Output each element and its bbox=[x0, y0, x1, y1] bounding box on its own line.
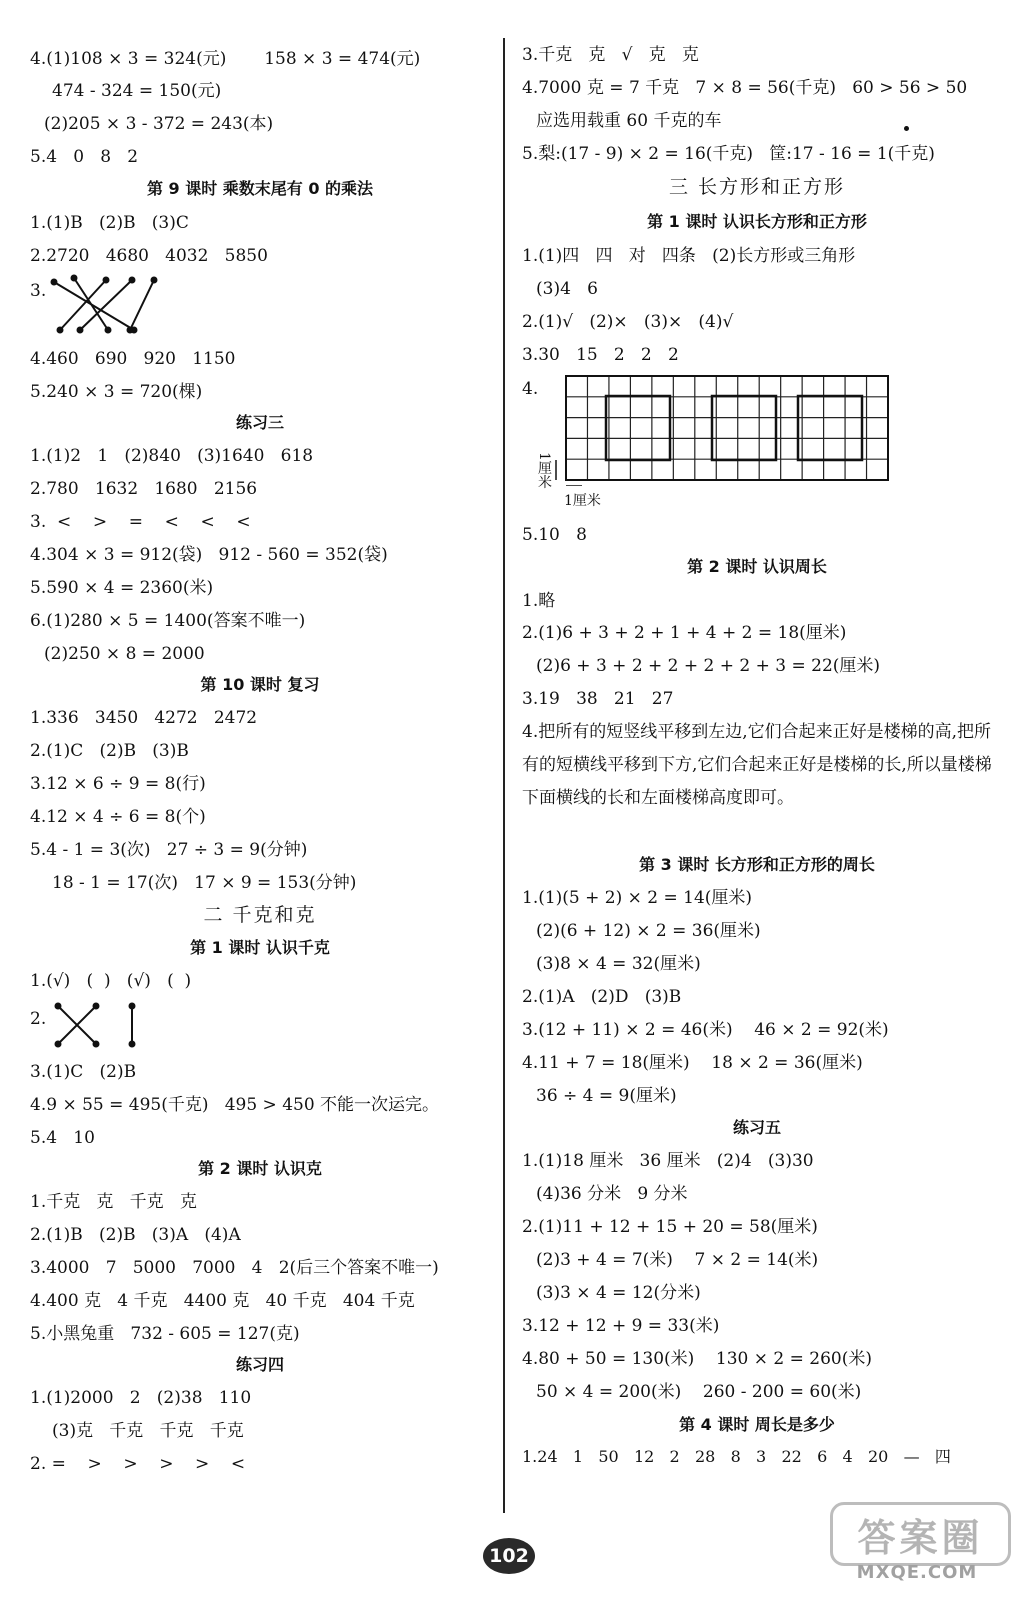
answer-line: 5.4 0 8 2 bbox=[30, 147, 139, 167]
stray-dot bbox=[904, 126, 909, 131]
answer-line: 4.460 690 920 1150 bbox=[30, 349, 236, 369]
answer-line: 1.(1)2000 2 (2)38 110 bbox=[30, 1388, 252, 1408]
answer-line: 4.11 + 7 = 18(厘米) 18 × 2 = 36(厘米) bbox=[522, 1053, 863, 1073]
matching-lines-diagram bbox=[50, 274, 190, 336]
answer-line: 5.梨:(17 - 9) × 2 = 16(千克) 筐:17 - 16 = 1(千克) bbox=[522, 144, 935, 164]
answer-line: 2. bbox=[30, 1009, 47, 1029]
lesson-heading: 第 1 课时 认识千克 bbox=[190, 938, 330, 957]
answer-line: (3)克 千克 千克 千克 bbox=[52, 1421, 244, 1441]
lesson-heading: 第 2 课时 认识克 bbox=[198, 1159, 322, 1178]
answer-line: (3)8 × 4 = 32(厘米) bbox=[536, 954, 701, 974]
answer-line: 4. bbox=[522, 379, 539, 399]
answer-line: 4.400 克 4 千克 4400 克 40 千克 404 千克 bbox=[30, 1291, 415, 1311]
section-heading: 练习四 bbox=[235, 1355, 284, 1374]
answer-line: 3.12 + 12 + 9 = 33(米) bbox=[522, 1316, 720, 1336]
answer-line: 2.(1)B (2)B (3)A (4)A bbox=[30, 1225, 241, 1245]
answer-line: 3.30 15 2 2 2 bbox=[522, 345, 679, 365]
answer-line: 5.4 10 bbox=[30, 1128, 95, 1148]
answer-line: 2.(1)√ (2)× (3)× (4)√ bbox=[522, 312, 734, 332]
answer-line: 3. bbox=[30, 281, 47, 301]
answer-line: (2)250 × 8 = 2000 bbox=[44, 644, 205, 664]
answer-line: 2.2720 4680 4032 5850 bbox=[30, 246, 268, 266]
answer-line: 1.略 bbox=[522, 591, 556, 611]
lesson-heading: 第 4 课时 周长是多少 bbox=[679, 1415, 835, 1434]
lesson-heading: 第 9 课时 乘数末尾有 0 的乘法 bbox=[146, 179, 374, 198]
watermark-top: 答案圈 bbox=[830, 1502, 1011, 1566]
answer-line: 5.小黑兔重 732 - 605 = 127(克) bbox=[30, 1324, 300, 1344]
answer-line: 3.19 38 21 27 bbox=[522, 689, 674, 709]
answer-line: 2.(1)C (2)B (3)B bbox=[30, 741, 189, 761]
answer-line: 2.(1)6 + 3 + 2 + 1 + 4 + 2 = 18(厘米) bbox=[522, 623, 847, 643]
answer-line: 1.(1)B (2)B (3)C bbox=[30, 213, 189, 233]
grid-scale-vertical: 1厘米 bbox=[536, 452, 552, 489]
page-number: 102 bbox=[483, 1538, 535, 1574]
answer-line: (2)3 + 4 = 7(米) 7 × 2 = 14(米) bbox=[536, 1250, 819, 1270]
answer-line: 2.(1)A (2)D (3)B bbox=[522, 987, 682, 1007]
answer-line: 4.9 × 55 = 495(千克) 495 > 450 不能一次运完。 bbox=[30, 1095, 440, 1115]
answer-line: 1.(√) ( ) (√) ( ) bbox=[30, 971, 192, 991]
lesson-heading: 第 3 课时 长方形和正方形的周长 bbox=[639, 855, 875, 874]
answer-line: (2)(6 + 12) × 2 = 36(厘米) bbox=[536, 921, 761, 941]
answer-line: 36 ÷ 4 = 9(厘米) bbox=[536, 1086, 677, 1106]
answer-line: 3.4000 7 5000 7000 4 2(后三个答案不唯一) bbox=[30, 1258, 439, 1278]
answer-line: (2)205 × 3 - 372 = 243(本) bbox=[44, 114, 274, 134]
answer-line: 18 - 1 = 17(次) 17 × 9 = 153(分钟) bbox=[52, 873, 357, 893]
answer-line: 6.(1)280 × 5 = 1400(答案不唯一) bbox=[30, 611, 306, 631]
answer-line: 1.(1)四 四 对 四条 (2)长方形或三角形 bbox=[522, 246, 856, 266]
answer-line: 4.7000 克 = 7 千克 7 × 8 = 56(千克) 60 > 56 > 50 bbox=[522, 78, 968, 98]
answer-line: 3. < > = < < < bbox=[30, 512, 251, 532]
answer-line: 5.10 8 bbox=[522, 525, 587, 545]
answer-line: 5.4 - 1 = 3(次) 27 ÷ 3 = 9(分钟) bbox=[30, 840, 308, 860]
answer-line: 474 - 324 = 150(元) bbox=[52, 81, 222, 101]
grid-scale-horizontal: 1厘米 bbox=[564, 493, 601, 509]
answer-line: 4.(1)108 × 3 = 324(元) 158 × 3 = 474(元) bbox=[30, 49, 421, 69]
column-divider bbox=[503, 38, 505, 1513]
answer-line: 5.240 × 3 = 720(棵) bbox=[30, 382, 203, 402]
answer-line: 4.304 × 3 = 912(袋) 912 - 560 = 352(袋) bbox=[30, 545, 388, 565]
matching-lines-diagram-2 bbox=[52, 1000, 142, 1050]
answer-line: (4)36 分米 9 分米 bbox=[536, 1184, 688, 1204]
answer-line: 50 × 4 = 200(米) 260 - 200 = 60(米) bbox=[536, 1382, 862, 1402]
answer-line: 1.24 1 50 12 2 28 8 3 22 6 4 20 — 四 bbox=[522, 1447, 951, 1466]
answer-line: 1.(1)(5 + 2) × 2 = 14(厘米) bbox=[522, 888, 753, 908]
answer-line: 3.12 × 6 ÷ 9 = 8(行) bbox=[30, 774, 206, 794]
answer-line: 2.(1)11 + 12 + 15 + 20 = 58(厘米) bbox=[522, 1217, 818, 1237]
answer-line: (3)3 × 4 = 12(分米) bbox=[536, 1283, 701, 1303]
section-heading: 练习五 bbox=[732, 1118, 781, 1137]
answer-line: 1.千克 克 千克 克 bbox=[30, 1192, 197, 1212]
grid-diagram bbox=[552, 374, 892, 486]
answer-line: 应选用载重 60 千克的车 bbox=[536, 111, 722, 131]
answer-line: 5.590 × 4 = 2360(米) bbox=[30, 578, 214, 598]
section-heading: 练习三 bbox=[235, 413, 284, 432]
answer-line: 3.(12 + 11) × 2 = 46(米) 46 × 2 = 92(米) bbox=[522, 1020, 889, 1040]
answer-line: 2. = > > > > < bbox=[30, 1454, 246, 1474]
lesson-heading: 第 2 课时 认识周长 bbox=[687, 557, 827, 576]
answer-line: (3)4 6 bbox=[536, 279, 598, 299]
answer-line: (2)6 + 3 + 2 + 2 + 2 + 2 + 3 = 22(厘米) bbox=[536, 656, 881, 676]
answer-paragraph: 4.把所有的短竖线平移到左边,它们合起来正好是楼梯的高,把所有的短横线平移到下方,它们合起来正好是楼梯的长,所以量楼梯下面横线的长和左面楼梯高度即可。 bbox=[522, 722, 992, 808]
unit-heading: 二 千克和克 bbox=[203, 904, 317, 926]
watermark-logo bbox=[822, 1500, 1012, 1595]
answer-line: 1.336 3450 4272 2472 bbox=[30, 708, 258, 728]
answer-line: 3.(1)C (2)B bbox=[30, 1062, 137, 1082]
answer-line: 3.千克 克 √ 克 克 bbox=[522, 45, 699, 65]
answer-line: 4.12 × 4 ÷ 6 = 8(个) bbox=[30, 807, 206, 827]
lesson-heading: 第 1 课时 认识长方形和正方形 bbox=[647, 212, 867, 231]
lesson-heading: 第 10 课时 复习 bbox=[200, 675, 320, 694]
unit-heading: 三 长方形和正方形 bbox=[668, 176, 846, 198]
answer-line: 2.780 1632 1680 2156 bbox=[30, 479, 258, 499]
answer-line: 1.(1)18 厘米 36 厘米 (2)4 (3)30 bbox=[522, 1151, 814, 1171]
answer-line: 4.80 + 50 = 130(米) 130 × 2 = 260(米) bbox=[522, 1349, 872, 1369]
watermark-bottom: MXQE.COM bbox=[856, 1562, 978, 1583]
answer-line: 1.(1)2 1 (2)840 (3)1640 618 bbox=[30, 446, 314, 466]
